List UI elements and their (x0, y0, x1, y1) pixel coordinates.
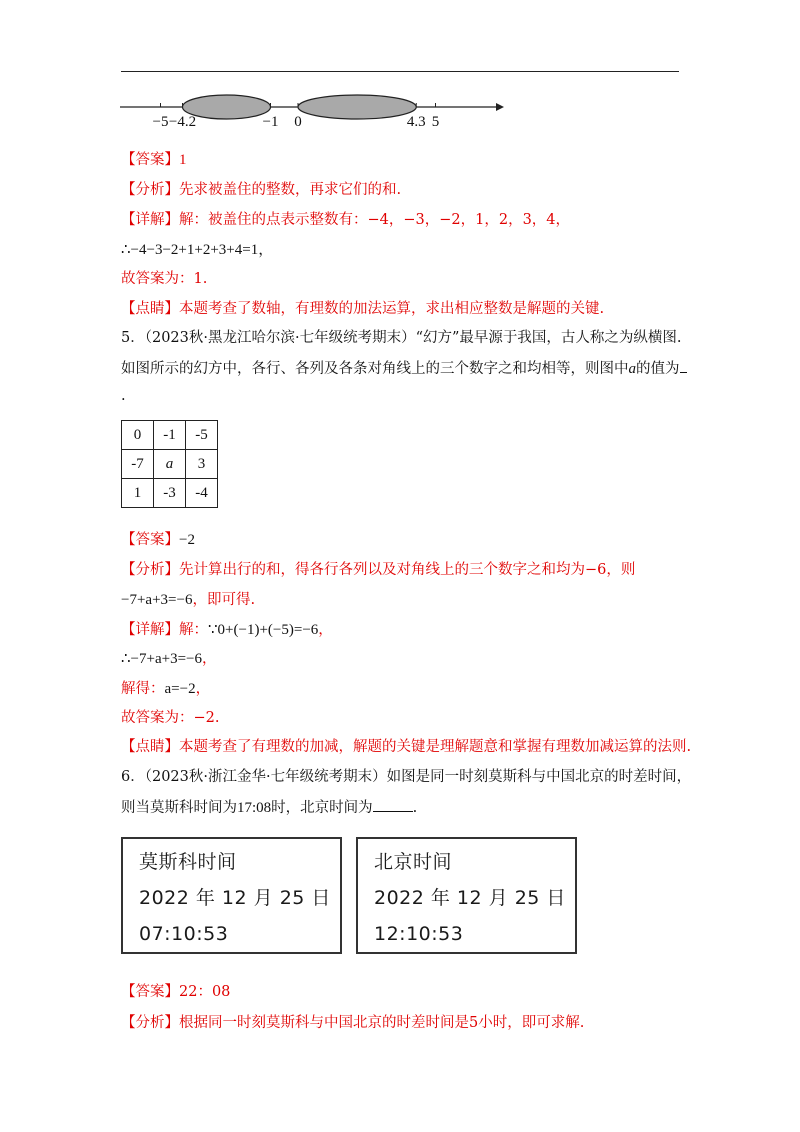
magic-cell: -4 (186, 479, 218, 508)
q5-detail-line-4: 故答案为：−2. (121, 710, 220, 726)
comment-tag: 【点睛】 (121, 301, 179, 317)
clock-time: 07:10:53 (139, 923, 229, 945)
magic-cell: 0 (122, 421, 154, 450)
clock-time: 12:10:53 (374, 923, 464, 945)
answer-blank (680, 358, 687, 373)
answer-value: −2 (179, 532, 195, 548)
magic-cell: -1 (154, 421, 186, 450)
answer-tag: 【答案】 (121, 532, 179, 548)
magic-cell: a (154, 450, 186, 479)
q5-stem-line-2: 如图所示的幻方中，各行、各列及各条对角线上的三个数字之和均相等，则图中a的值为 (121, 358, 800, 379)
detail-tag: 【详解】 (121, 212, 179, 228)
q5-detail-line-3: 解得：a=−2， (121, 681, 211, 697)
question-number: 5． (121, 330, 145, 346)
answer-tag: 【答案】 (121, 984, 179, 1000)
number-line-label: −1 (262, 114, 279, 130)
q4-detail-line-1: 【详解】解：被盖住的点表示整数有：−4，−3，−2，1，2，3，4， (121, 212, 571, 228)
analysis-tag: 【分析】 (121, 182, 179, 198)
number-line-label: −5 (152, 114, 169, 130)
number-line-label: 4.3 (406, 114, 426, 130)
moscow-clock-panel (121, 837, 342, 954)
q6-stem-line-2: 则当莫斯科时间为17:08时，北京时间为 . (121, 797, 800, 818)
q5-detail-line-2: ∴−7+a+3=−6， (121, 651, 217, 667)
detail-tag: 【详解】 (121, 622, 179, 638)
q5-analysis-line-1: 【分析】先计算出行的和，得各行各列以及对角线上的三个数字之和均为−6，则 (121, 562, 636, 578)
magic-cell: 3 (186, 450, 218, 479)
magic-square (121, 420, 218, 508)
q5-analysis-line-2: −7+a+3=−6，即可得. (121, 592, 256, 608)
comment-tag: 【点睛】 (121, 739, 179, 755)
magic-cell: 1 (122, 479, 154, 508)
magic-cell: -3 (154, 479, 186, 508)
q4-answer-line (121, 150, 800, 170)
q5-comment-line: 【点睛】本题考查了有理数的加减，解题的关键是理解题意和掌握有理数加减运算的法则. (121, 739, 692, 755)
q6-stem-line-1: 6．（2023秋·浙江金华·七年级统考期末）如图是同一时刻莫斯科与中国北京的时差时间， (121, 769, 692, 785)
q4-detail-line-2: ∴−4−3−2+1+2+3+4=1， (121, 242, 274, 258)
q5-answer-line (121, 530, 800, 550)
q5-stem-line-3: . (121, 388, 126, 404)
answer-value: 1 (179, 152, 187, 168)
clock-date: 2022 年 12 月 25 日 (139, 887, 331, 909)
answer-value: 22：08 (179, 984, 231, 1000)
number-line-label: 0 (294, 114, 302, 130)
header-rule (121, 71, 679, 72)
question-number: 6． (121, 769, 145, 785)
clock-title: 北京时间 (374, 851, 453, 873)
analysis-tag: 【分析】 (121, 1015, 179, 1031)
number-line-arrow-icon (496, 103, 504, 111)
beijing-clock-panel (356, 837, 577, 954)
clock-title: 莫斯科时间 (139, 851, 237, 873)
q6-analysis-line: 【分析】根据同一时刻莫斯科与中国北京的时差时间是5小时，即可求解. (121, 1015, 585, 1031)
q4-detail-line-3: 故答案为：1. (121, 271, 208, 287)
magic-cell: -5 (186, 421, 218, 450)
q5-detail-line-1: 【详解】解：∵0+(−1)+(−5)=−6， (121, 622, 333, 638)
answer-blank (373, 797, 413, 812)
magic-cell: -7 (122, 450, 154, 479)
number-line-figure (118, 92, 508, 132)
clock-date: 2022 年 12 月 25 日 (374, 887, 566, 909)
number-line-label: 5 (431, 114, 440, 130)
question-source: （2023秋·浙江金华·七年级统考期末） (144, 769, 387, 785)
covered-region-ellipse (298, 95, 416, 119)
analysis-tag: 【分析】 (121, 562, 179, 578)
question-source: （2023秋·黑龙江哈尔滨·七年级统考期末） (144, 330, 416, 346)
q4-analysis-line: 【分析】先求被盖住的整数，再求它们的和. (121, 182, 402, 198)
number-line-label: −4.2 (168, 114, 197, 130)
q5-stem-line-1: 5．（2023秋·黑龙江哈尔滨·七年级统考期末）“幻方”最早源于我国，古人称之为纵横图. (121, 330, 682, 346)
q4-comment-line: 【点睛】本题考查了数轴，有理数的加法运算，求出相应整数是解题的关键. (121, 301, 605, 317)
q6-answer-line (121, 982, 800, 1002)
answer-tag: 【答案】 (121, 152, 179, 168)
